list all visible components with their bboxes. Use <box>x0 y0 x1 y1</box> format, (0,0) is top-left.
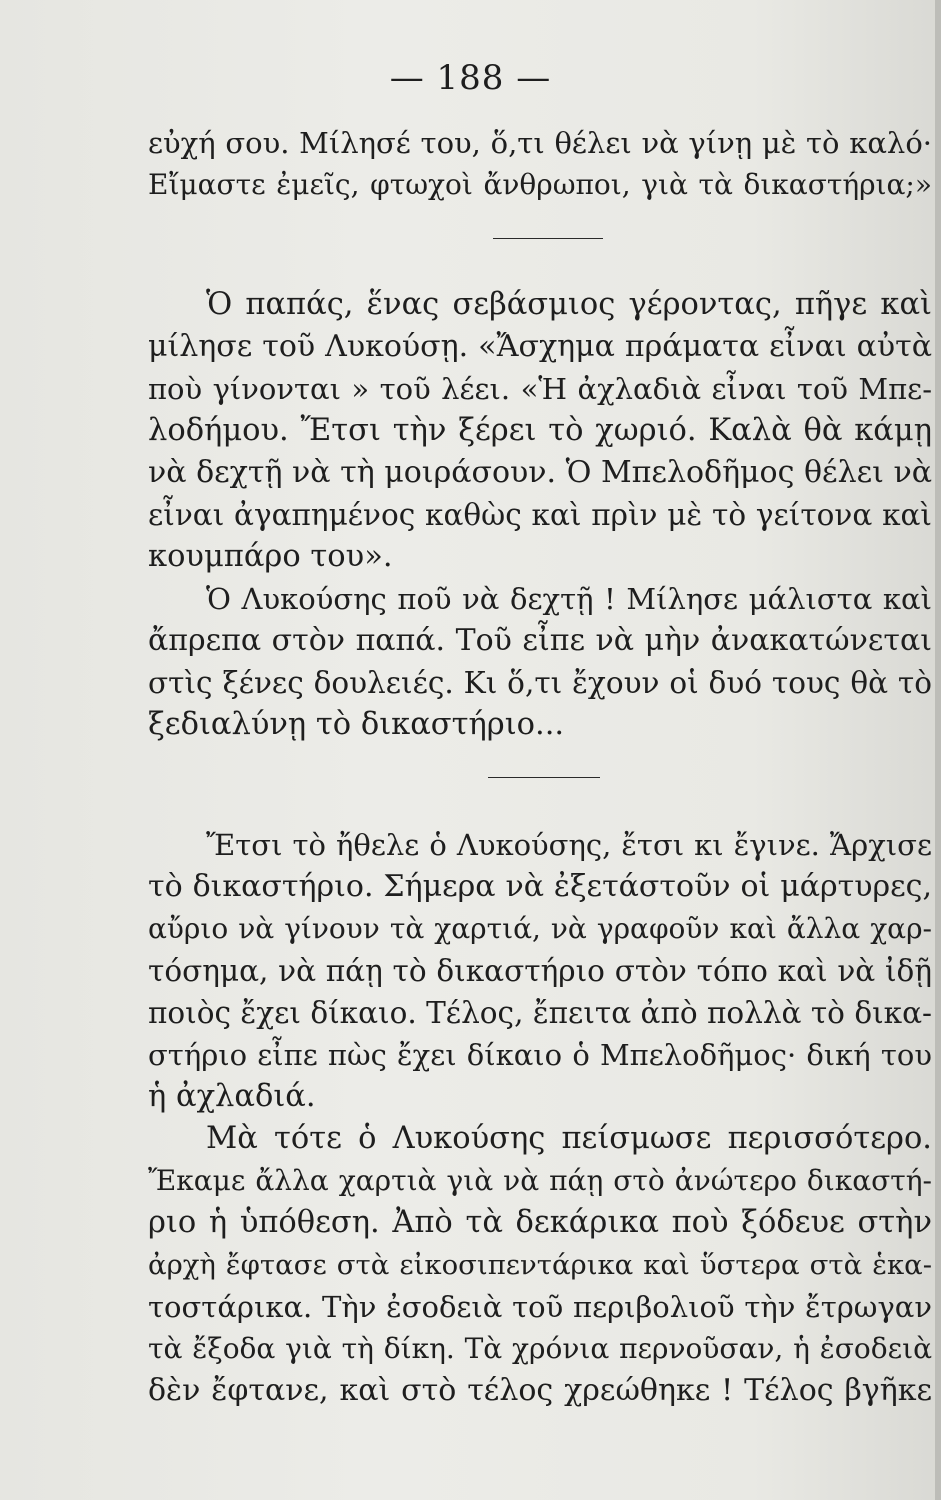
text-line: ριο ἡ ὑπόθεση. Ἀπὸ τὰ δεκάρικα ποὺ ξόδευε στὴν <box>148 1205 932 1240</box>
text-line: Εἴμαστε ἐμεῖς, φτωχοὶ ἄνθρωποι, γιὰ τὰ δικαστήρια;» <box>148 168 932 201</box>
text-line: στὶς ξένες δουλειές. Κι ὅ,τι ἔχουν οἱ δυό τους θὰ τὸ <box>148 666 932 700</box>
text-line: ἡ ἀχλαδιά. <box>148 1079 316 1114</box>
text-line: μίλησε τοῦ Λυκούσῃ. «Ἄσχημα πράματα εἶναι αὐτὰ <box>148 329 932 364</box>
text-line: νὰ δεχτῇ νὰ τὴ μοιράσουν. Ὁ Μπελοδῆμος θέλει νὰ <box>148 455 932 490</box>
page-edge <box>935 0 941 1500</box>
text-line: Ὁ παπάς, ἕνας σεβάσμιος γέροντας, πῆγε καὶ <box>206 287 932 322</box>
text-line: Ὁ Λυκούσης ποῦ νὰ δεχτῇ ! Μίλησε μάλιστα καὶ <box>206 582 932 616</box>
text-line: τοστάρικα. Τὴν ἐσοδειὰ τοῦ περιβολιοῦ τὴν ἔτρωγαν <box>148 1290 932 1324</box>
text-line: τὸ δικαστήριο. Σήμερα νὰ ἐξετάστοῦν οἱ μάρτυρες, <box>148 869 932 904</box>
text-line: εὐχή σου. Μίλησέ του, ὅ,τι θέλει νὰ γίνῃ μὲ τὸ καλό· <box>148 126 932 160</box>
text-line: Μὰ τότε ὁ Λυκούσης πείσμωσε περισσότερο. <box>206 1121 932 1156</box>
text-line: εἶναι ἀγαπημένος καθὼς καὶ πρὶν μὲ τὸ γείτονα καὶ <box>148 498 932 532</box>
text-line: Ἔκαμε ἄλλα χαρτιὰ γιὰ νὰ πάῃ στὸ ἀνώτερο δικαστή- <box>148 1164 932 1197</box>
section-divider <box>488 777 600 778</box>
text-line: τὰ ἔξοδα γιὰ τὴ δίκη. Τὰ χρόνια περνοῦσαν, ἡ ἐσοδειὰ <box>148 1332 932 1365</box>
text-line: κουμπάρο του». <box>148 539 393 574</box>
text-line: λοδήμου. Ἔτσι τὴν ξέρει τὸ χωριό. Καλὰ θὰ κάμῃ <box>148 413 932 448</box>
text-line: στήριο εἶπε πὼς ἔχει δίκαιο ὁ Μπελοδῆμος· δική του <box>148 1038 932 1072</box>
text-line: ποὺ γίνονται » τοῦ λέει. «Ἡ ἀχλαδιὰ εἶναι τοῦ Μπε- <box>148 372 932 406</box>
page-number: — 188 — <box>389 58 552 98</box>
text-line: δὲν ἔφτανε, καὶ στὸ τέλος χρεώθηκε ! Τέλος βγῆκε <box>148 1373 932 1408</box>
text-line: ἄπρεπα στὸν παπά. Τοῦ εἶπε νὰ μὴν ἀνακατώνεται <box>148 623 932 658</box>
paragraph-block-1 <box>148 122 932 206</box>
section-divider <box>493 238 603 239</box>
text-line: ξεδιαλύνῃ τὸ δικαστήριο... <box>148 707 565 742</box>
paragraph-block-3 <box>148 824 932 1412</box>
text-line: ἀρχὴ ἔφτασε στὰ εἰκοσιπεντάρικα καὶ ὕστερα στὰ ἑκα- <box>148 1249 932 1281</box>
text-line: Ἔτσι τὸ ἤθελε ὁ Λυκούσης, ἔτσι κι ἔγινε. Ἄρχισε <box>206 828 932 862</box>
text-line: ποιὸς ἔχει δίκαιο. Τέλος, ἔπειτα ἀπὸ πολλὰ τὸ δικα- <box>148 996 932 1030</box>
text-line: αὔριο νὰ γίνουν τὰ χαρτιά, νὰ γραφοῦν καὶ ἄλλα χαρ- <box>148 912 932 945</box>
text-line: τόσημα, νὰ πάῃ τὸ δικαστήριο στὸν τόπο καὶ νὰ ἰδῇ <box>148 954 932 988</box>
paragraph-block-2 <box>148 284 932 746</box>
